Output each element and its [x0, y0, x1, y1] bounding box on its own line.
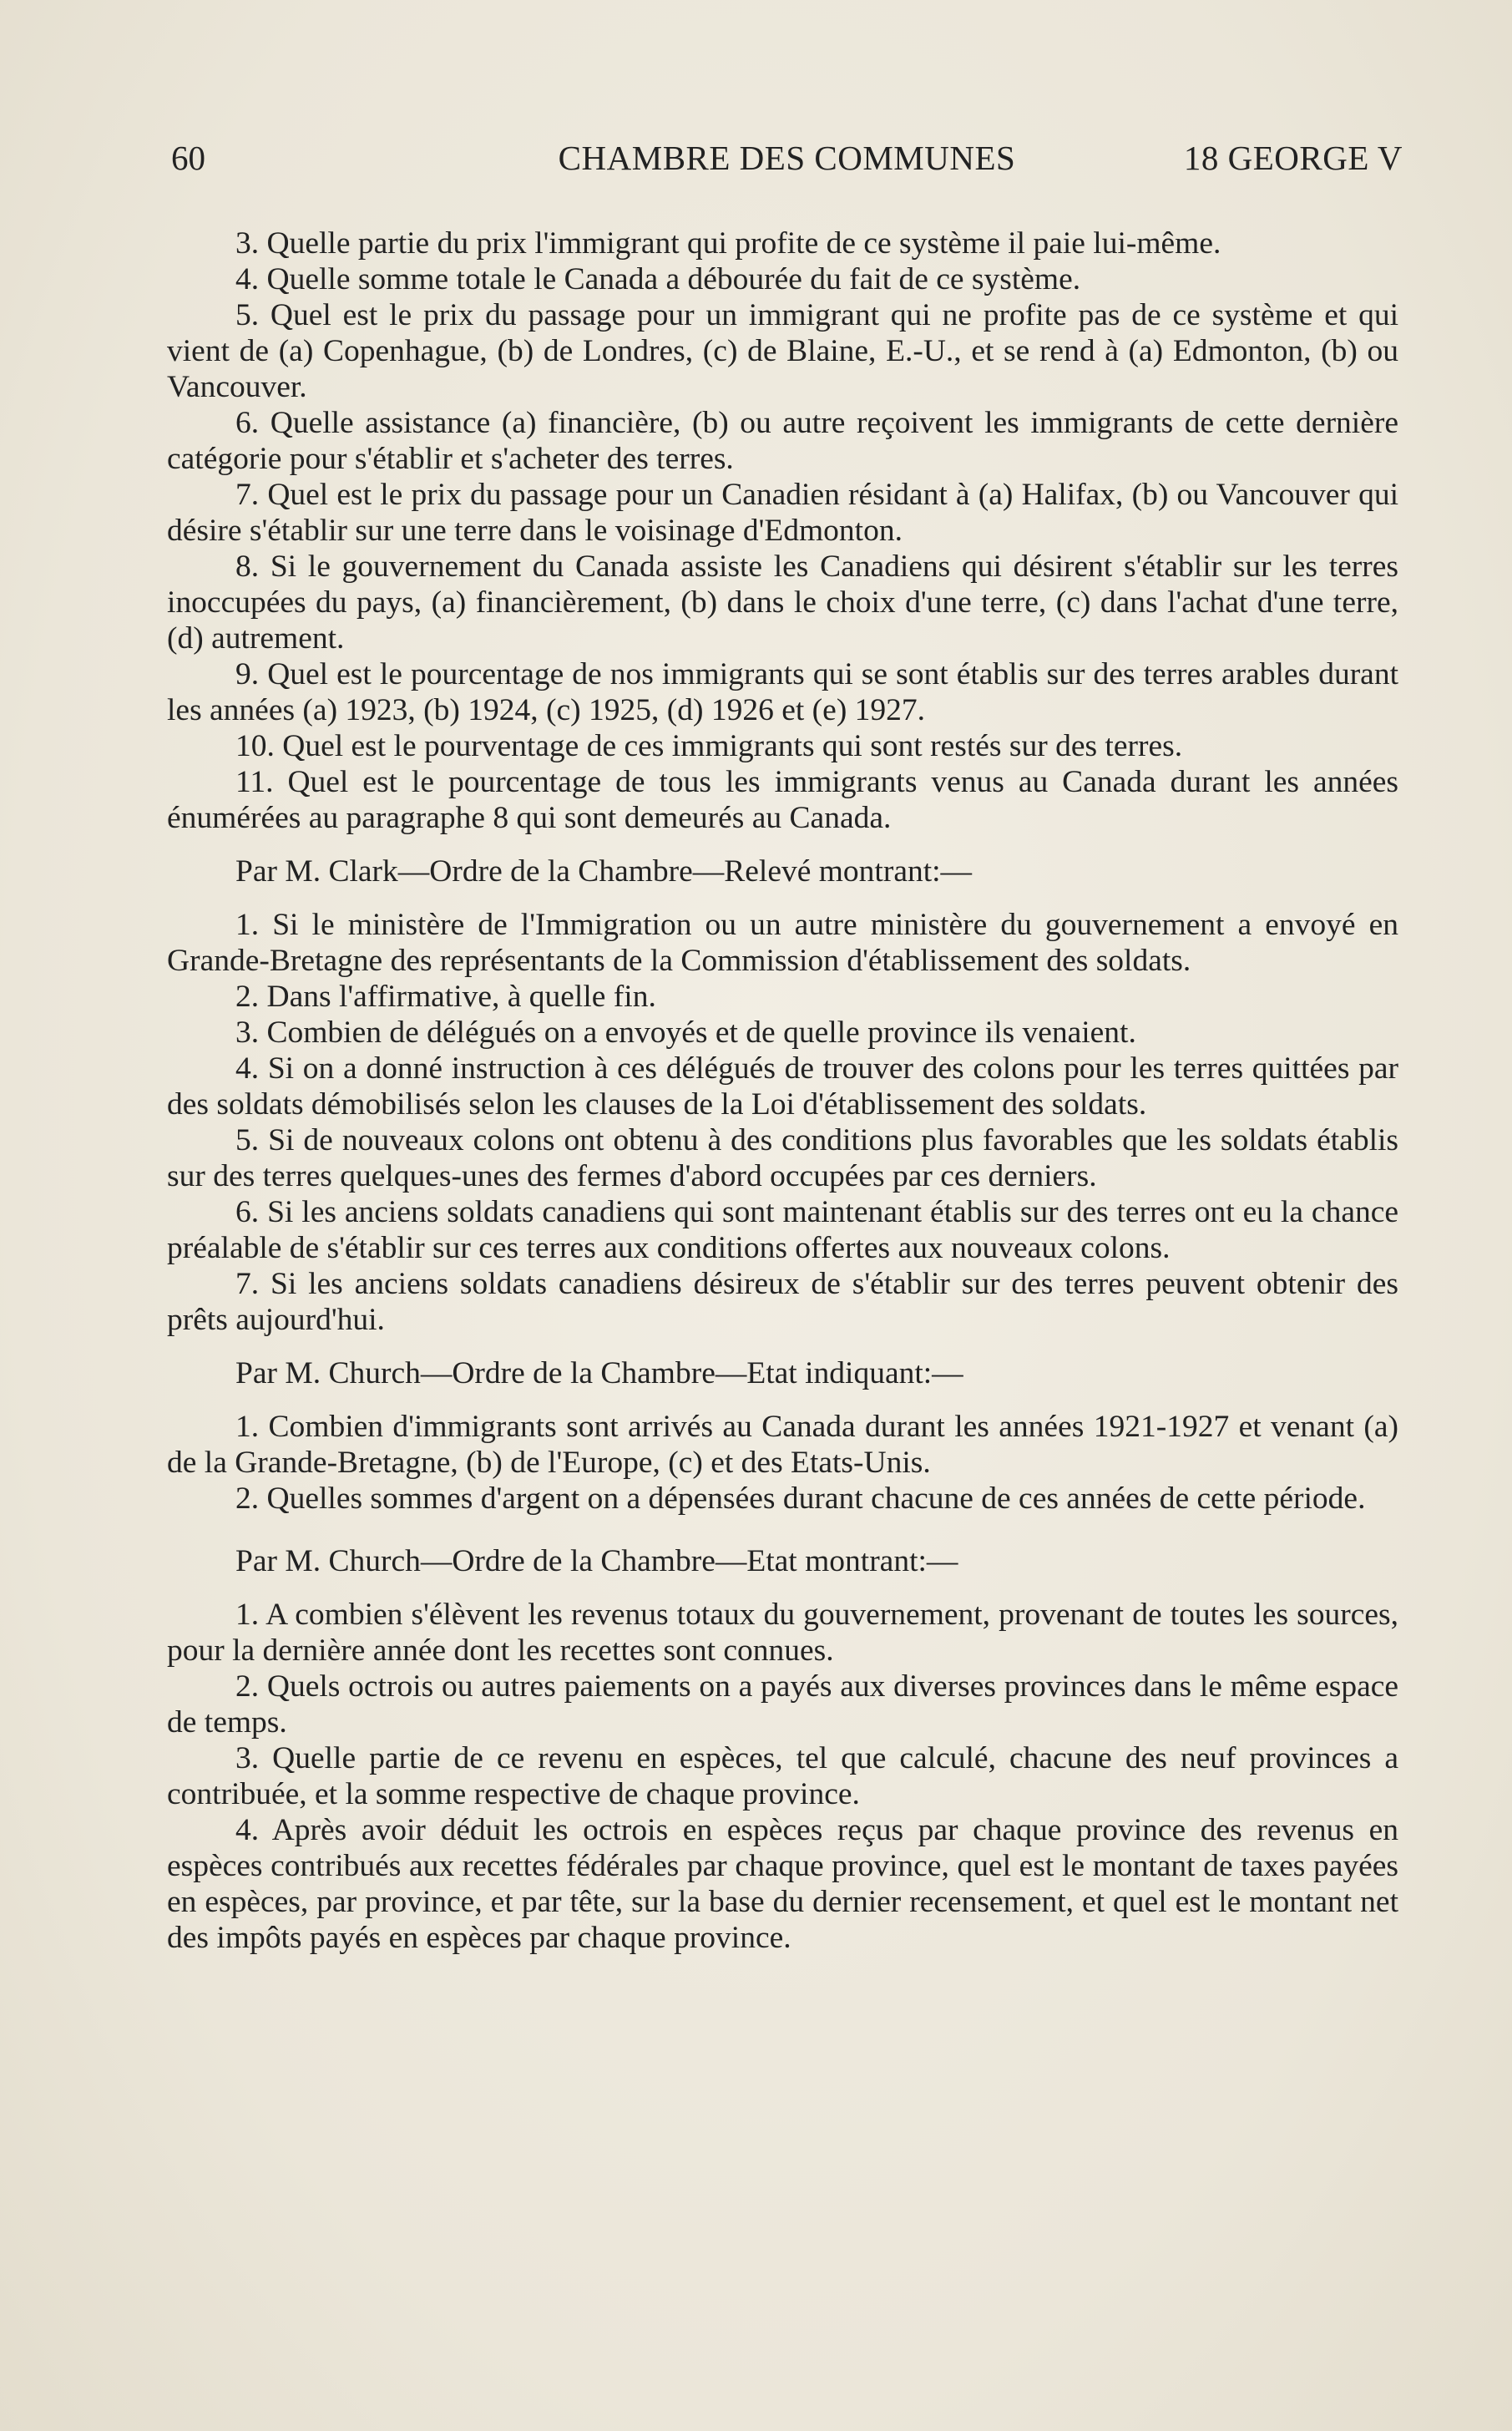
reign-label: 18 GEORGE V	[1183, 139, 1403, 177]
order-intro: Par M. Church—Ordre de la Chambre—Etat montrant:—	[235, 1544, 958, 1578]
page-number: 60	[171, 139, 205, 177]
numbered-paragraph: 8. Si le gouvernement du Canada assiste les Canadiens qui désirent s'établir sur les terres inoccupées du pays, (a) financièrement, (b) dans le choix d'une terre, (c) dans l'achat d'une terre, (d) autrement.	[167, 550, 1398, 656]
page-header	[171, 138, 1403, 180]
numbered-paragraph: 7. Si les anciens soldats canadiens désireux de s'établir sur des terres peuvent obtenir des prêts aujourd'hui.	[167, 1267, 1398, 1337]
numbered-paragraph: 3. Quelle partie de ce revenu en espèces, tel que calculé, chacune des neuf provinces a contribuée, et la somme respective de chaque province.	[167, 1741, 1398, 1811]
numbered-paragraph: 6. Si les anciens soldats canadiens qui sont maintenant établis sur des terres ont eu la chance préalable de s'établir sur ces terres aux conditions offertes aux nouveaux colons.	[167, 1195, 1398, 1265]
numbered-paragraph: 3. Quelle partie du prix l'immigrant qui profite de ce système il paie lui-même.	[235, 226, 1221, 261]
numbered-paragraph: 7. Quel est le prix du passage pour un Canadien résidant à (a) Halifax, (b) ou Vancouver qui désire s'établir sur une terre dans le voisinage d'Edmonton.	[167, 478, 1398, 548]
numbered-paragraph: 2. Quels octrois ou autres paiements on a payés aux diverses provinces dans le même espace de temps.	[167, 1669, 1398, 1740]
numbered-paragraph: 4. Après avoir déduit les octrois en espèces reçus par chaque province des revenus en espèces contribués aux recettes fédérales par chaque province, quel est le montant de taxes payées en espèces, par province, et par tête, sur la base du dernier recensement, et quel est le montant net des impôts payés en espèces par chaque province.	[167, 1813, 1398, 1955]
numbered-paragraph: 1. Combien d'immigrants sont arrivés au Canada durant les années 1921-1927 et venant (a) de la Grande-Bretagne, (b) de l'Europe, (c) et des Etats-Unis.	[167, 1410, 1398, 1480]
order-intro: Par M. Clark—Ordre de la Chambre—Relevé montrant:—	[235, 854, 973, 889]
numbered-paragraph: 2. Quelles sommes d'argent on a dépensées durant chacune de ces années de cette période.	[235, 1481, 1366, 1516]
numbered-paragraph: 4. Quelle somme totale le Canada a débourée du fait de ce système.	[235, 262, 1081, 296]
numbered-paragraph: 1. A combien s'élèvent les revenus totaux du gouvernement, provenant de toutes les sources, pour la dernière année dont les recettes sont connues.	[167, 1598, 1398, 1668]
numbered-paragraph: 9. Quel est le pourcentage de nos immigrants qui se sont établis sur des terres arables durant les années (a) 1923, (b) 1924, (c) 1925, (d) 1926 et (e) 1927.	[167, 657, 1398, 727]
numbered-paragraph: 1. Si le ministère de l'Immigration ou un autre ministère du gouvernement a envoyé en Grande-Bretagne des représentants de la Commission d'établissement des soldats.	[167, 908, 1398, 978]
numbered-paragraph: 2. Dans l'affirmative, à quelle fin.	[235, 980, 656, 1014]
order-intro: Par M. Church—Ordre de la Chambre—Etat indiquant:—	[235, 1356, 963, 1390]
document-body	[167, 225, 1398, 1956]
numbered-paragraph: 5. Quel est le prix du passage pour un immigrant qui ne profite pas de ce système et qui vient de (a) Copenhague, (b) de Londres, (c) de Blaine, E.-U., et se rend à (a) Edmonton, (b) ou Vancouver.	[167, 298, 1398, 404]
numbered-paragraph: 6. Quelle assistance (a) financière, (b) ou autre reçoivent les immigrants de cette dernière catégorie pour s'établir et s'acheter des terres.	[167, 406, 1398, 476]
running-title: CHAMBRE DES COMMUNES	[558, 139, 1016, 177]
numbered-paragraph: 11. Quel est le pourcentage de tous les immigrants venus au Canada durant les années énumérées au paragraphe 8 qui sont demeurés au Canada.	[167, 765, 1398, 835]
numbered-paragraph: 4. Si on a donné instruction à ces délégués de trouver des colons pour les terres quittées par des soldats démobilisés selon les clauses de la Loi d'établissement des soldats.	[167, 1051, 1398, 1122]
numbered-paragraph: 5. Si de nouveaux colons ont obtenu à des conditions plus favorables que les soldats établis sur des terres quelques-unes des fermes d'abord occupées par ces derniers.	[167, 1123, 1398, 1193]
numbered-paragraph: 3. Combien de délégués on a envoyés et de quelle province ils venaient.	[235, 1015, 1136, 1050]
numbered-paragraph: 10. Quel est le pourventage de ces immigrants qui sont restés sur des terres.	[235, 729, 1183, 763]
